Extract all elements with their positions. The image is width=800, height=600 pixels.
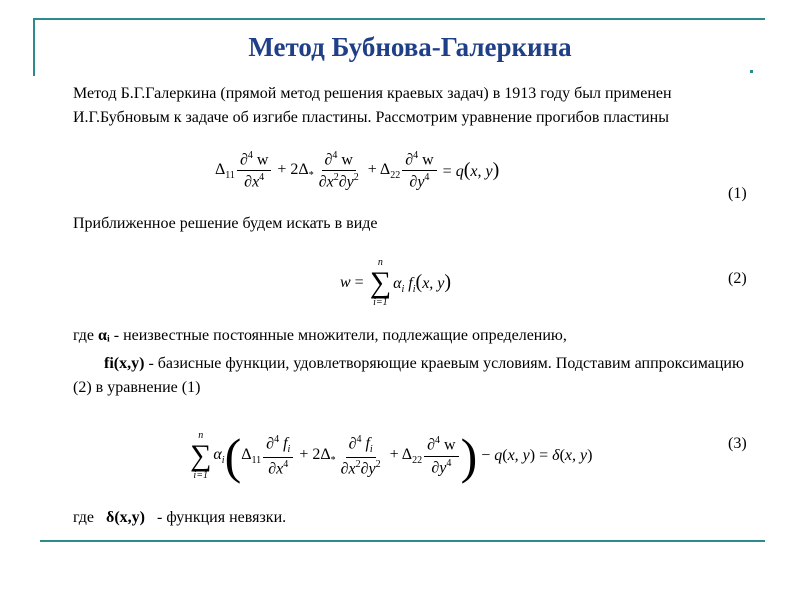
frame-bottom-line [40, 540, 765, 542]
residual-description [73, 506, 753, 530]
fi-symbol: fi(x,y) [104, 355, 145, 372]
equation-1-number: (1) [728, 185, 747, 202]
delta-text: - функция невязки. [144, 509, 287, 526]
equation-3: n ∑ i=1 $\alpha_i$ ( $\Delta_{11}$ $\frac{\partial^4 f_i}{\partial x^4}$ + $2\Delta_*$ $\frac{\partial^4 f_i}{\partial x^2\partial y^2}$ + $\Delta_{22}$ $\frac{\partial^4 w}{\partial y^4}$ ) − q(x, y) = δ(x, y) [190, 428, 593, 484]
intro-paragraph: Метод Б.Г.Галеркина (прямой метод решения краевых задач) в 1913 году был применен И.Г.Бубновым к задаче об изгибе пластины. Рассмотрим уравнение прогибов пластины [73, 85, 672, 126]
equation-2: w = n ∑ i=1 $\alpha_i$ $f_i(x$, y) [340, 257, 452, 308]
decorative-dot [750, 70, 753, 73]
approx-text: Приближенное решение будем искать в виде [73, 215, 378, 232]
fi-text: - базисные функции, удовлетворяющие краевым условиям. Подставим аппроксимацию (2) в уравнение (1) [73, 355, 744, 396]
alpha-description [73, 324, 753, 348]
frame-top-line [33, 18, 765, 20]
slide-title: Метод Бубнова-Галеркина [248, 32, 572, 62]
equation-2-number: (2) [728, 270, 747, 287]
alpha-symbol: αᵢ [98, 327, 110, 344]
delta-symbol: δ(x,y) [106, 509, 145, 526]
equation-3-number: (3) [728, 435, 747, 452]
alpha-prefix: где [73, 327, 99, 344]
alpha-text: - неизвестные постоянные множители, подлежащие определению, [109, 327, 567, 344]
equation-1: $\Delta_{11}$ $\frac{\partial^4 w}{\partial x^4}$ + $2\Delta_*$ $\frac{\partial^4 w}{\partial x^2\partial y^2}$ + $\Delta_{22}$ $\frac{\partial^4 w}{\partial y^4}$ = q(x, y) [215, 150, 500, 191]
delta-prefix: где [73, 509, 107, 526]
basis-functions-description [73, 352, 753, 400]
